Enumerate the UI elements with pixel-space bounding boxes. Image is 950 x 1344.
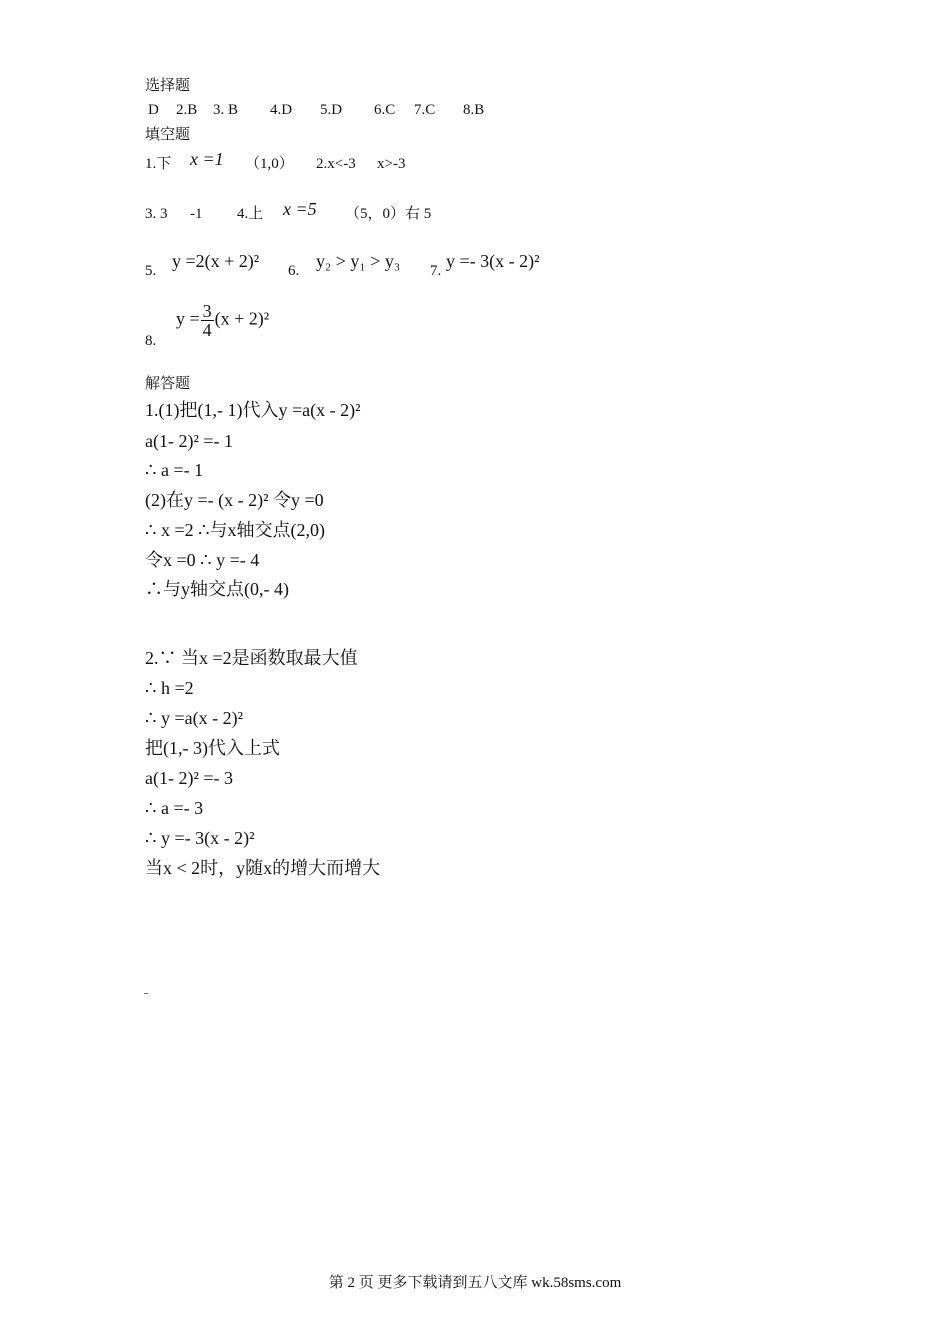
choice-answer-5: 5.D	[320, 102, 343, 118]
fill-heading: 填空题	[145, 127, 191, 143]
choice-answer-4: 4.D	[270, 102, 293, 118]
solve-1-line-6: 令x =0 ∴ y =- 4	[145, 550, 260, 570]
fill-q4-axis: x =5	[283, 199, 317, 219]
fill-q2: 2.x<-3	[316, 156, 356, 172]
fill-q7-label: 7.	[430, 263, 442, 279]
fill-q1-label: 1.下	[145, 156, 172, 172]
solve-2-line-1: 2.∵ 当x =2是函数取最大值	[145, 648, 358, 668]
solve-2-line-7: ∴ y =- 3(x - 2)²	[145, 828, 255, 848]
fill-q4-label: 4.上	[237, 206, 264, 222]
solve-2-line-8: 当x < 2时，y随x的增大而增大	[145, 858, 381, 878]
fill-q8-rhs: (x + 2)²	[214, 308, 270, 329]
fill-q2b: x>-3	[377, 156, 406, 172]
choice-answer-6: 6.C	[374, 102, 396, 118]
fill-q8-numerator: 3	[202, 301, 212, 321]
choice-answer-1: D	[148, 102, 159, 118]
fill-q5-label: 5.	[145, 263, 157, 279]
fill-q3: 3. 3	[145, 206, 168, 222]
choice-answer-2: 2.B	[176, 102, 198, 118]
solve-1-line-7: ∴与y轴交点(0,- 4)	[145, 579, 289, 599]
solve-2-line-2: ∴ h =2	[145, 678, 194, 698]
solve-2-line-6: ∴ a =- 3	[145, 798, 204, 818]
fill-q6-expr: y₂ > y₁ > y₃	[316, 251, 401, 271]
fill-q1-vertex: （1,0）	[245, 156, 294, 172]
solve-1-line-1: 1.(1)把(1,- 1)代入y =a(x - 2)²	[145, 400, 361, 420]
choice-heading: 选择题	[145, 78, 191, 94]
green-mark	[144, 993, 148, 994]
solve-1-line-5: ∴ x =2 ∴与x轴交点(2,0)	[145, 520, 326, 540]
fill-q8-lhs: y =	[176, 308, 200, 329]
solve-2-line-3: ∴ y =a(x - 2)²	[145, 708, 243, 728]
solve-2-line-5: a(1- 2)² =- 3	[145, 768, 234, 788]
page-footer: 第 2 页 更多下载请到五八文库 wk.58sms.com	[328, 1275, 622, 1291]
solve-heading: 解答题	[145, 376, 191, 392]
choice-answer-7: 7.C	[414, 102, 436, 118]
fill-q8-expr	[176, 302, 269, 339]
fill-q8-fraction	[201, 302, 214, 339]
fill-q8-label: 8.	[145, 333, 157, 349]
fill-q7-expr: y =- 3(x - 2)²	[446, 251, 540, 271]
choice-answer-8: 8.B	[463, 102, 485, 118]
fill-q3b: -1	[190, 206, 203, 222]
fill-q1-axis: x =1	[190, 149, 224, 169]
solve-1-line-2: a(1- 2)² =- 1	[145, 431, 234, 451]
fill-q5-expr: y =2(x + 2)²	[172, 251, 260, 271]
fill-q4-rest: （5，0）右 5	[345, 206, 432, 222]
fill-q6-label: 6.	[288, 263, 300, 279]
solve-1-line-3: ∴ a =- 1	[145, 460, 204, 480]
choice-answer-3: 3. B	[213, 102, 239, 118]
fill-q8-denominator: 4	[202, 320, 212, 340]
solve-1-line-4: (2)在y =- (x - 2)² 令y =0	[145, 490, 324, 510]
solve-2-line-4: 把(1,- 3)代入上式	[145, 738, 280, 758]
